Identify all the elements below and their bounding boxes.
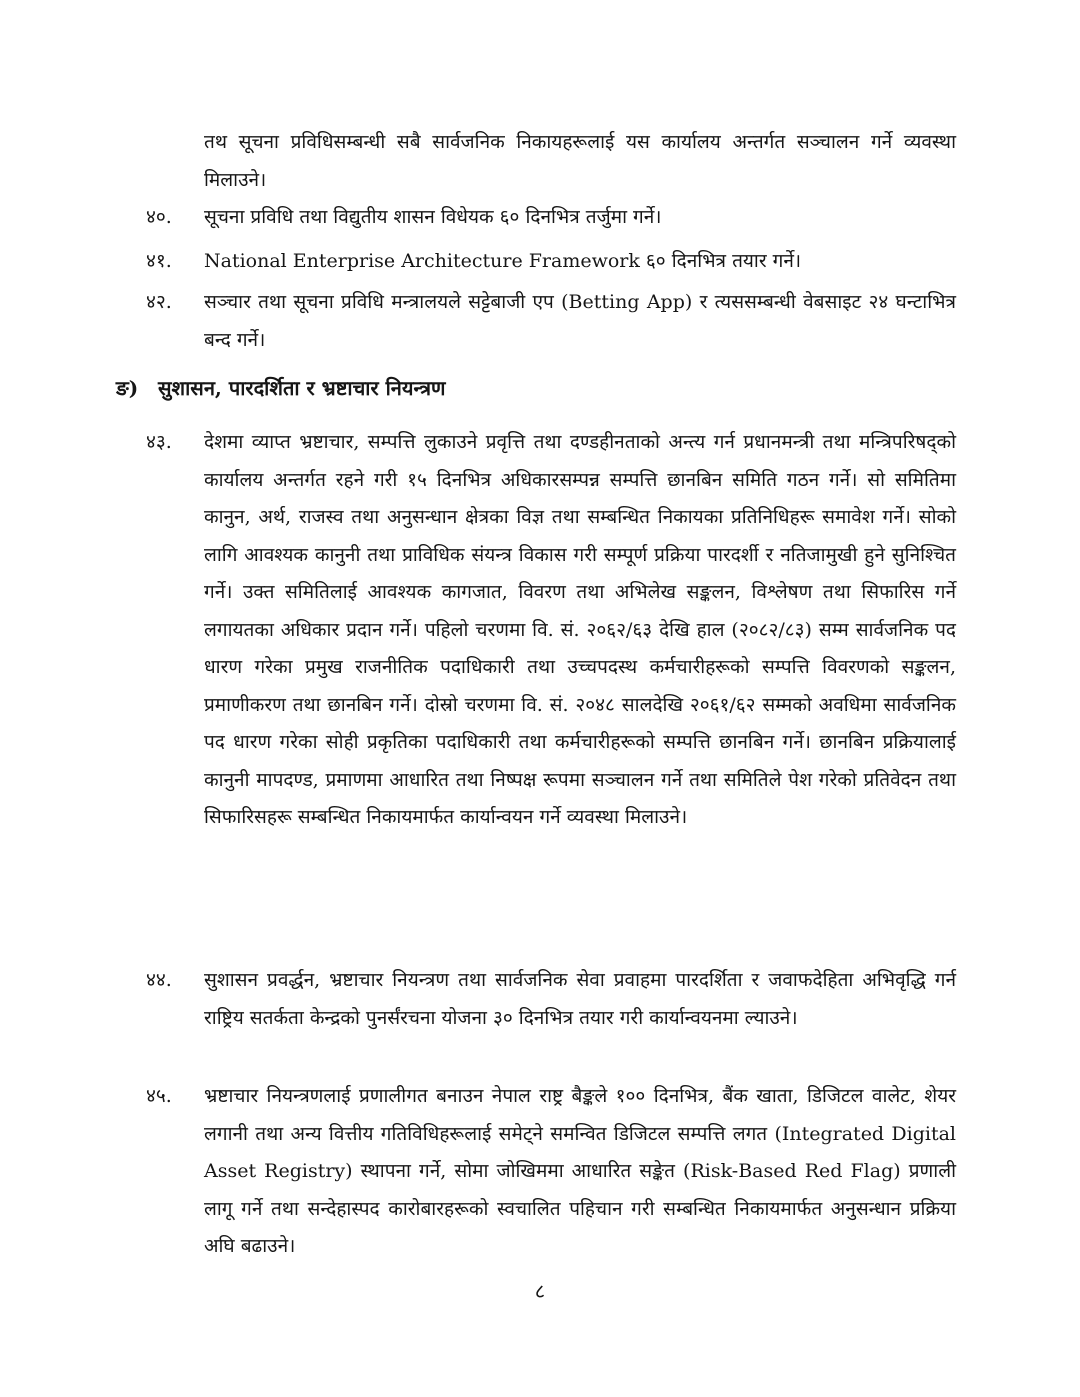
continuation-paragraph: तथ सूचना प्रविधिसम्बन्धी सबै सार्वजनिक निकायहरूलाई यस कार्यालय अन्तर्गत सञ्चालन गर्ने व्यवस्था मिलाउने। [204, 131, 956, 191]
item-text: सुशासन प्रवर्द्धन, भ्रष्टाचार नियन्त्रण तथा सार्वजनिक सेवा प्रवाहमा पारदर्शिता र जवाफदेहिता अभिवृद्धि गर्न राष्ट्रिय सतर्कता केन्द्रको पुनर्संरचना योजना ३० दिनभित्र तयार गरी कार्यान्वयनमा ल्याउने। [204, 969, 956, 1029]
item-text: सूचना प्रविधि तथा विद्युतीय शासन विधेयक ६० दिनभित्र तर्जुमा गर्ने। [204, 206, 662, 228]
section-heading [116, 370, 956, 407]
item-number: ४२. [146, 291, 172, 313]
item-text: देशमा व्याप्त भ्रष्टाचार, सम्पत्ति लुकाउने प्रवृत्ति तथा दण्डहीनताको अन्त्य गर्न प्रधानमन्त्री तथा मन्त्रिपरिषद्को कार्यालय अन्तर्गत रहने गरी १५ दिनभित्र अधिकारसम्पन्न सम्पत्ति छानबिन समिति गठन गर्ने। सो समितिमा कानुन, अर्थ, राजस्व तथा अनुसन्धान क्षेत्रका विज्ञ तथा सम्बन्धित निकायका प्रतिनिधिहरू समावेश गर्ने। सोको लागि आवश्यक कानुनी तथा प्राविधिक संयन्त्र विकास गरी सम्पूर्ण प्रक्रिया पारदर्शी र नतिजामुखी हुने सुनिश्चित गर्ने। उक्त समितिलाई आवश्यक कागजात, विवरण तथा अभिलेख सङ्कलन, विश्लेषण तथा सिफारिस गर्ने लगायतका अधिकार प्रदान गर्ने। पहिलो चरणमा वि. सं. २०६२/६३ देखि हाल (२०८२/८३) सम्म सार्वजनिक पद धारण गरेका प्रमुख राजनीतिक पदाधिकारी तथा उच्चपदस्थ कर्मचारीहरूको सम्पत्ति विवरणको सङ्कलन, प्रमाणीकरण तथा छानबिन गर्ने। दोस्रो चरणमा वि. सं. २०४८ सालदेखि २०६१/६२ सम्मको अवधिमा सार्वजनिक पद धारण गरेका सोही प्रकृतिका पदाधिकारी तथा कर्मचारीहरूको सम्पत्ति छानबिन गर्ने। छानबिन प्रक्रियालाई कानुनी मापदण्ड, प्रमाणमा आधारित तथा निष्पक्ष रूपमा सञ्चालन गर्ने तथा समितिले पेश गरेको प्रतिवेदन तथा सिफारिसहरू सम्बन्धित निकायमार्फत कार्यान्वयन गर्ने व्यवस्था मिलाउने। [204, 431, 956, 828]
item-number: ४०. [146, 206, 172, 228]
list-item-40 [146, 199, 956, 237]
item-text: सञ्चार तथा सूचना प्रविधि मन्त्रालयले सट्टेबाजी एप (Betting App) र त्यससम्बन्धी वेबसाइट २४ घन्टाभित्र बन्द गर्ने। [204, 291, 956, 351]
list-item-43 [146, 424, 956, 837]
item-number: ४३. [146, 431, 172, 453]
item-text: National Enterprise Architecture Framework ६० दिनभित्र तयार गर्ने। [204, 250, 802, 272]
list-item-44 [146, 962, 956, 1037]
section-title: सुशासन, पारदर्शिता र भ्रष्टाचार नियन्त्रण [158, 376, 446, 400]
list-item-41 [146, 243, 956, 281]
section-number: ङ) [116, 376, 139, 400]
list-item-42 [146, 284, 956, 359]
item-number: ४१. [146, 250, 172, 272]
list-item-45 [146, 1078, 956, 1266]
item-text: भ्रष्टाचार नियन्त्रणलाई प्रणालीगत बनाउन नेपाल राष्ट्र बैङ्कले १०० दिनभित्र, बैंक खाता, डिजिटल वालेट, शेयर लगानी तथा अन्य वित्तीय गतिविधिहरूलाई समेट्ने समन्वित डिजिटल सम्पत्ति लगत (Integrated Digital Asset Registry) स्थापना गर्ने, सोमा जोखिममा आधारित सङ्केत (Risk-Based Red Flag) प्रणाली लागू गर्ने तथा सन्देहास्पद कारोबारहरूको स्वचालित पहिचान गरी सम्बन्धित निकायमार्फत अनुसन्धान प्रक्रिया अघि बढाउने। [204, 1085, 956, 1257]
item-number: ४४. [146, 969, 172, 991]
page-number: ८ [534, 1279, 546, 1303]
item-number: ४५. [146, 1085, 172, 1107]
